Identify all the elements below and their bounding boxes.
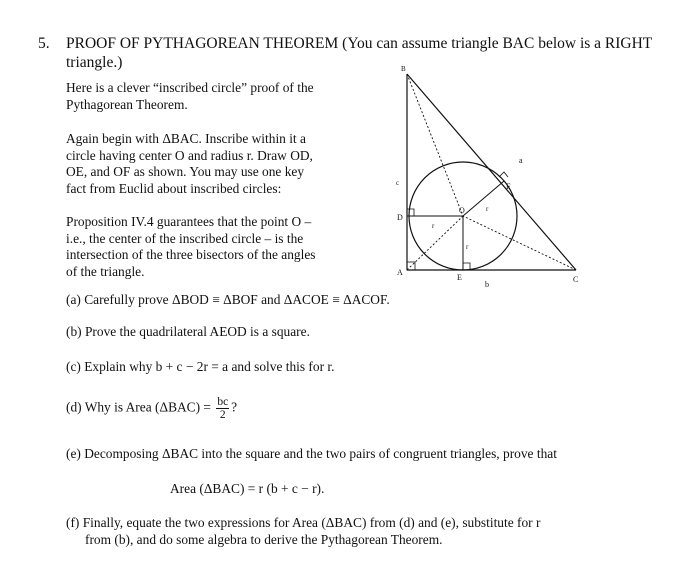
part-c: (c) Explain why b + c − 2r = a and solve this for r. xyxy=(66,359,335,374)
setup-paragraph: Again begin with ΔBAC. Inscribe within it a circle having center O and radius r. Draw OD, OE, and OF as shown. You may use one key fact from Euclid about inscribed circles: xyxy=(66,131,313,196)
label-e: E xyxy=(457,273,462,282)
label-b: B xyxy=(401,65,406,73)
label-side-c: c xyxy=(396,179,400,187)
right-angle-e xyxy=(463,263,470,270)
part-f: (f) Finally, equate the two expressions for Area (ΔBAC) from (d) and (e), substitute for r from (b), and do some algebra to derive the Pythagorean Theorem. xyxy=(66,515,541,547)
label-radius-2: r xyxy=(466,243,469,251)
label-radius-1: r xyxy=(432,222,435,230)
triangle-diagram xyxy=(390,60,590,300)
intro-paragraph: Here is a clever “inscribed circle” proof of the Pythagorean Theorem. xyxy=(66,80,314,112)
title-line-2: triangle.) xyxy=(66,54,123,71)
part-d: (d) Why is Area (ΔBAC) = $\frac{bc}{2}$ ? xyxy=(66,396,238,421)
right-angle-d xyxy=(407,209,414,216)
part-b: (b) Prove the quadrilateral AEOD is a square. xyxy=(66,324,310,339)
label-side-b: b xyxy=(485,280,489,289)
radius-of xyxy=(463,181,504,216)
label-c: C xyxy=(573,275,579,284)
label-radius-3: r xyxy=(486,205,489,213)
title-line-1: 5. PROOF OF PYTHAGOREAN THEOREM (You can assume triangle BAC below is a RIGHT xyxy=(38,35,653,52)
label-o: O xyxy=(459,206,465,215)
bisector-c xyxy=(463,216,576,270)
fraction-bc-over-2: $\frac{bc}{2}$ xyxy=(217,396,229,421)
label-side-a: a xyxy=(519,156,523,165)
label-d: D xyxy=(397,213,403,222)
label-f: F xyxy=(506,182,511,191)
bisector-b xyxy=(407,74,463,216)
label-a: A xyxy=(397,268,403,277)
part-e: (e) Decomposing ΔBAC into the square and the two pairs of congruent triangles, prove that xyxy=(66,446,557,461)
proposition-paragraph: Proposition IV.4 guarantees that the point O – i.e., the center of the inscribed circle – is the intersection of the three bisectors of the angles of the triangle. xyxy=(66,214,316,279)
problem-number: 5. xyxy=(38,35,50,52)
part-a: (a) Carefully prove ΔBOD ≡ ΔBOF and ΔACOE ≡ ΔACOF. xyxy=(66,292,390,307)
part-e-formula: Area (ΔBAC) = r (b + c − r). xyxy=(170,481,325,496)
